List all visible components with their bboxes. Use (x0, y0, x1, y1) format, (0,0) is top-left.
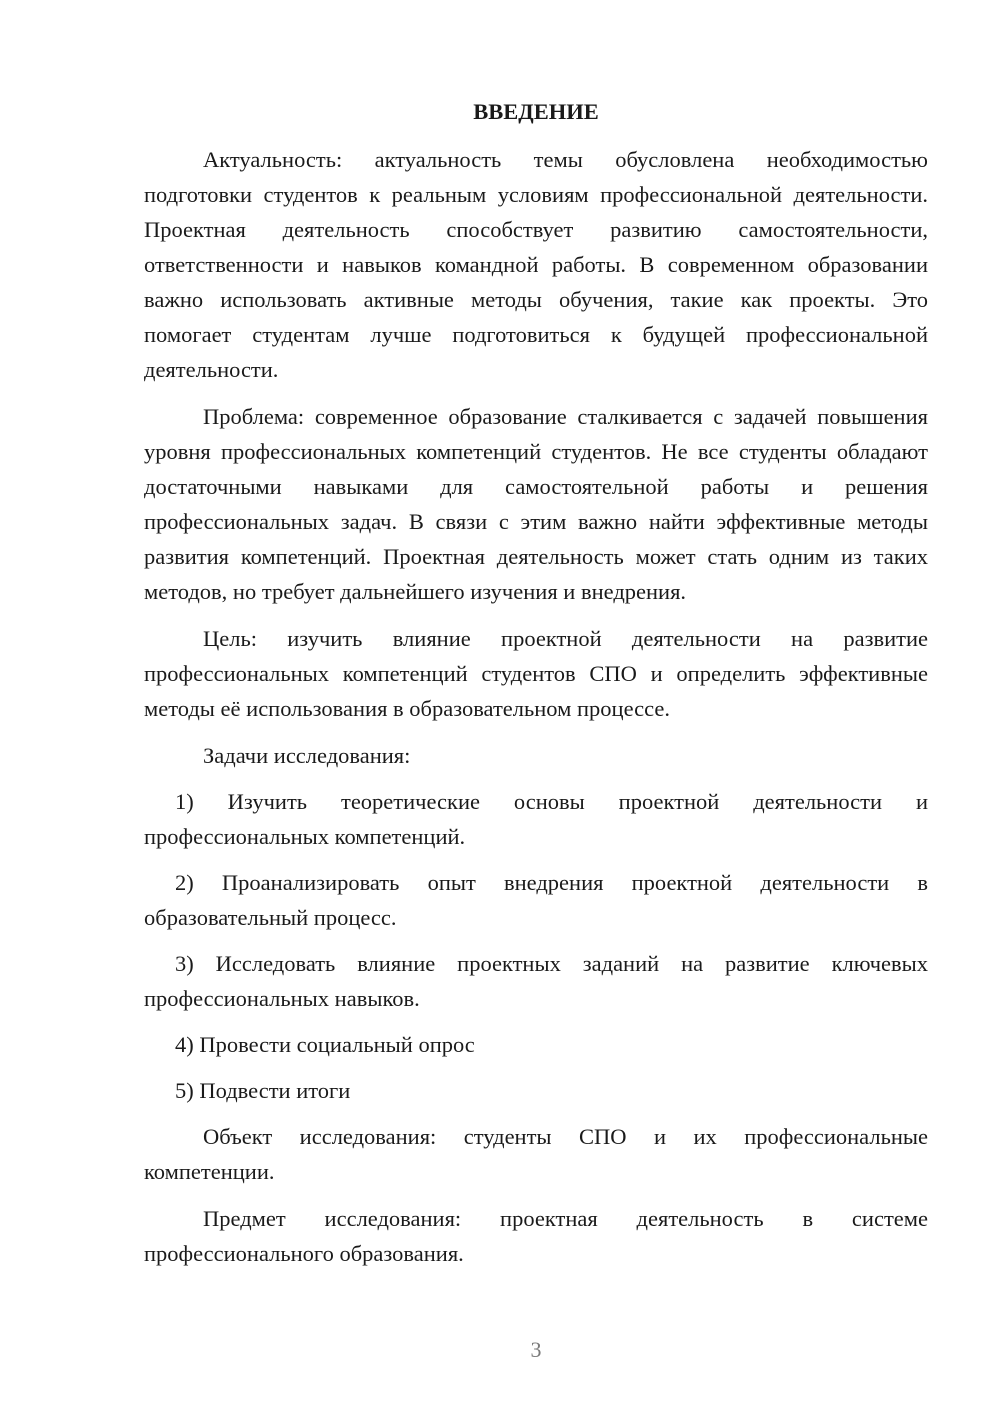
section-title: ВВЕДЕНИЕ (473, 99, 599, 124)
subject-paragraph: Предмет исследования: проектная деятельность в системе профессионального образования. (144, 1206, 928, 1266)
task-item: 3) Исследовать влияние проектных заданий на развитие ключевых профессиональных навыков. (144, 951, 928, 1011)
object-paragraph: Объект исследования: студенты СПО и их профессиональные компетенции. (144, 1124, 928, 1184)
goal-paragraph: Цель: изучить влияние проектной деятельности на развитие профессиональных компетенций студентов СПО и определить эффективные методы её использования в образовательном процессе. (144, 626, 928, 721)
tasks-list (144, 784, 928, 1108)
tasks-heading: Задачи исследования: (203, 743, 411, 768)
problem-paragraph: Проблема: современное образование сталкивается с задачей повышения уровня профессиональных компетенций студентов. Не все студенты обладают достаточными навыками для самостоятельной работы и решения профессиональных задач. В связи с этим важно найти эффективные методы развития компетенций. Проектная деятельность может стать одним из таких методов, но требует дальнейшего изучения и внедрения. (144, 404, 928, 604)
relevance-paragraph: Актуальность: актуальность темы обусловлена необходимостью подготовки студентов к реальным условиям профессиональной деятельности. Проектная деятельность способствует развитию самостоятельности, ответственности и навыков командной работы. В современном образовании важно использовать активные методы обучения, такие как проекты. Это помогает студентам лучше подготовиться к будущей профессиональной деятельности. (144, 147, 928, 382)
document-body (144, 94, 928, 1271)
task-item: 2) Проанализировать опыт внедрения проектной деятельности в образовательный процесс. (144, 870, 928, 930)
page-number: 3 (530, 1337, 542, 1362)
task-item: 4) Провести социальный опрос (175, 1032, 475, 1057)
task-item: 5) Подвести итоги (175, 1078, 351, 1103)
task-item: 1) Изучить теоретические основы проектной деятельности и профессиональных компетенций. (144, 789, 928, 849)
